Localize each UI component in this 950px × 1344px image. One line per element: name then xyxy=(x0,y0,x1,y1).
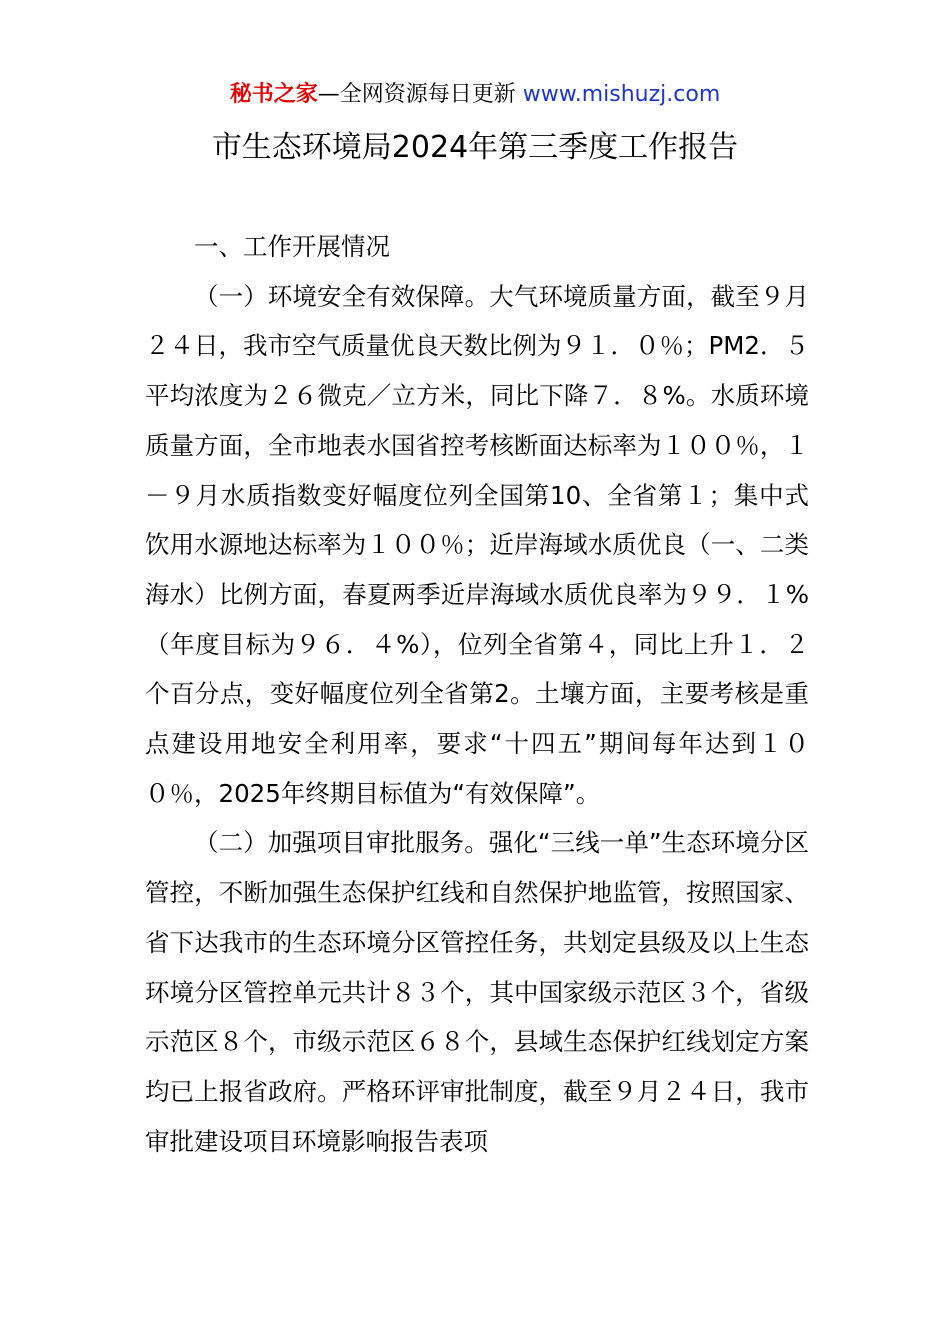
header-tagline: —全网资源每日更新 xyxy=(317,82,516,107)
document-body xyxy=(145,222,809,1166)
document-title: 市生态环境局2024年第三季度工作报告 xyxy=(211,130,739,165)
site-header xyxy=(0,80,950,110)
site-url-link[interactable]: www.mishuzj.com xyxy=(522,82,721,107)
section-heading: 一、工作开展情况 xyxy=(194,232,390,261)
paragraph-project-approval: （二）加强项目审批服务。强化“三线一单”生态环境分区管控，不断加强生态保护红线和自然保护地监管，按照国家、省下达我市的生态环境分区管控任务，共划定县级及以上生态环境分区管控单元共计８３个，其中国家级示范区３个，省级示范区８个，市级示范区６８个，县域生态保护红线划定方案均已上报省政府。严格环评审批制度，截至９月２４日，我市审批建设项目环境影响报告表项 xyxy=(145,828,809,1156)
paragraph-environment-safety: （一）环境安全有效保障。大气环境质量方面，截至９月２４日，我市空气质量优良天数比例为９１．０％；PM2．５平均浓度为２６微克／立方米，同比下降７．８%。水质环境质量方面，全市地表水国省控考核断面达标率为１００％，１－９月水质指数变好幅度位列全国第10、全省第１；集中式饮用水源地达标率为１００％；近岸海域水质优良（一、二类海水）比例方面，春夏两季近岸海域水质优良率为９９．１%（年度目标为９６．４%），位列全省第４，同比上升１．２个百分点，变好幅度位列全省第2。土壤方面，主要考核是重点建设用地安全利用率，要求“十四五”期间每年达到１００％，2025年终期目标值为“有效保障”。 xyxy=(145,281,809,808)
brand-name: 秘书之家 xyxy=(229,82,318,107)
